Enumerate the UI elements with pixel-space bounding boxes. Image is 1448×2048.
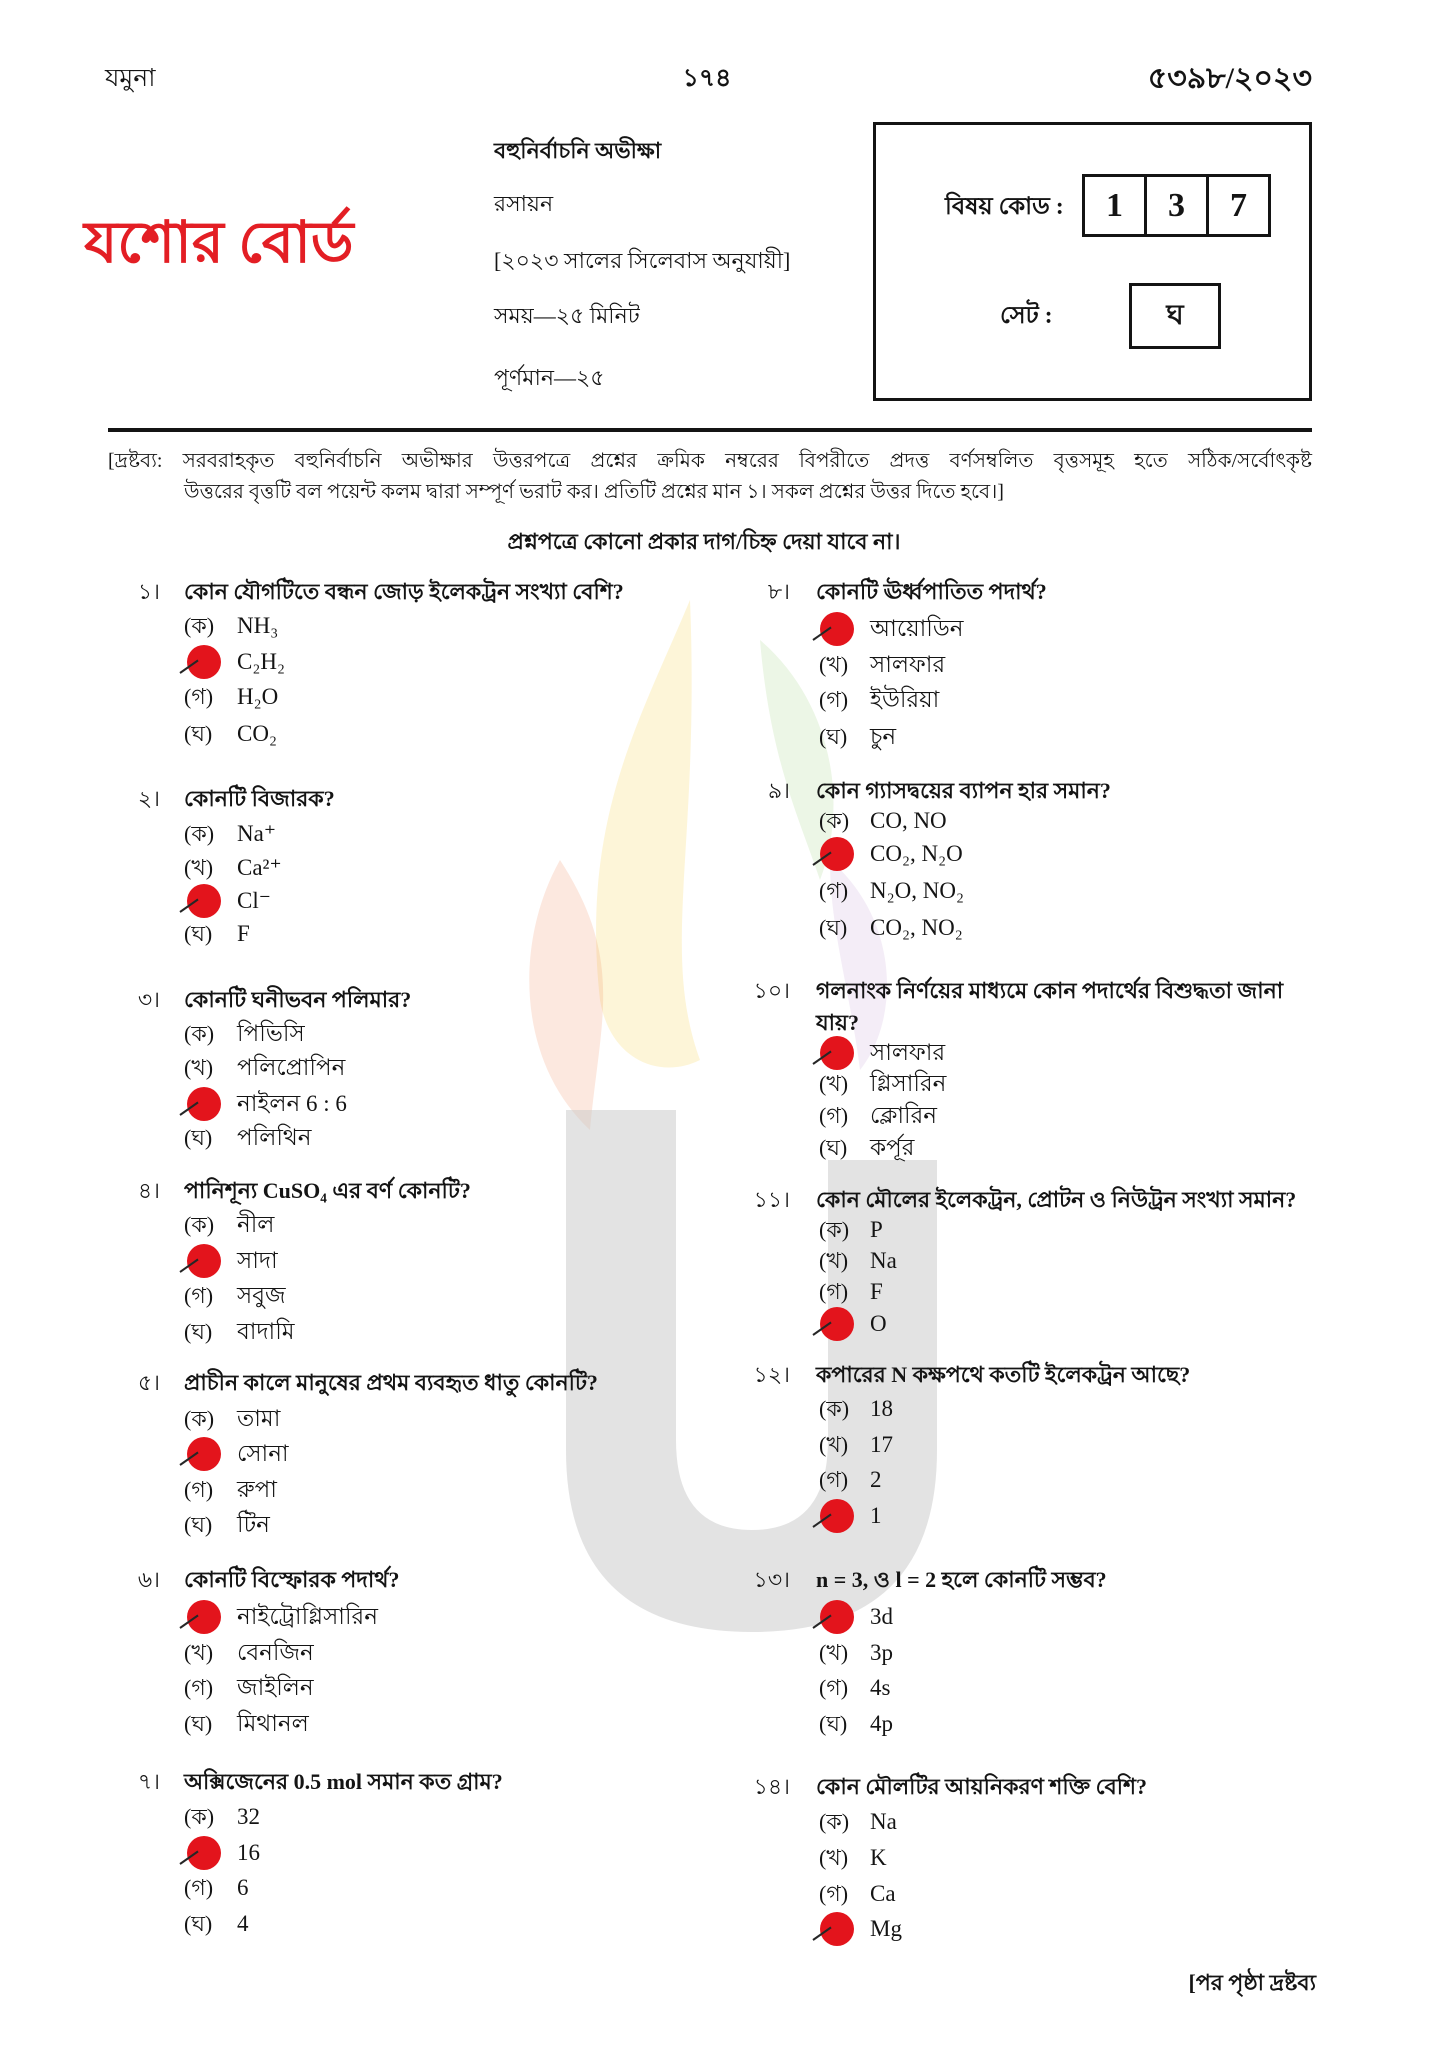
option-text: 4: [237, 1911, 249, 1936]
option-text: CO₂, N₂O: [870, 841, 963, 866]
option-label: (ক): [184, 1804, 215, 1829]
option-label: (খ): [819, 1845, 849, 1870]
question-number: ৮।: [767, 579, 790, 604]
option-text: 4p: [870, 1711, 893, 1736]
option-text: CO₂: [237, 721, 277, 746]
option-text: 17: [870, 1432, 893, 1457]
option-text: H₂O: [237, 684, 279, 709]
option-text: 4s: [870, 1675, 891, 1700]
board-title: যশোর বোর্ড: [84, 210, 354, 275]
question-number: ১১।: [753, 1187, 790, 1212]
question-text: প্রাচীন কালে মানুষের প্রথম ব্যবহৃত ধাতু কোনটি?: [184, 1370, 598, 1395]
page-number: ১৭৪: [682, 65, 732, 92]
option-label: (খ): [819, 1640, 849, 1665]
option-text: সবুজ: [237, 1283, 286, 1308]
option-text: F: [870, 1279, 883, 1304]
option-label: (ঘ): [184, 1512, 213, 1537]
option-label: (ঘ): [184, 1125, 213, 1150]
option-label: (খ): [819, 1432, 849, 1457]
filled-answer-bubble: [187, 1087, 221, 1121]
option-label: (ক): [184, 1406, 215, 1431]
filled-answer-bubble: [820, 1600, 854, 1634]
option-label: (ঘ): [819, 724, 848, 749]
option-text: সালফার: [870, 652, 946, 677]
option-text: 18: [870, 1396, 893, 1421]
option-label: (ঘ): [819, 1135, 848, 1160]
option-label: (গ): [184, 1875, 214, 1900]
question-number: ৫।: [137, 1370, 160, 1395]
option-text: পলিপ্রোপিন: [237, 1055, 346, 1080]
option-text: N₂O, NO₂: [870, 878, 964, 903]
option-text: Ca: [870, 1881, 896, 1906]
option-label: (খ): [184, 1055, 214, 1080]
question-text: কোন মৌলটির আয়নিকরণ শক্তি বেশি?: [816, 1774, 1148, 1799]
option-label: (ক): [184, 821, 215, 846]
option-label: (ক): [184, 1021, 215, 1046]
subject-code-digit: 3: [1144, 177, 1206, 234]
option-text: Ca²⁺: [237, 855, 282, 880]
option-label: (ক): [819, 1809, 850, 1834]
question-text: কোনটি বিজারক?: [184, 786, 335, 811]
option-text: সাদা: [237, 1248, 278, 1273]
option-text: P: [870, 1217, 883, 1242]
option-label: (গ): [184, 684, 214, 709]
question-number: ১৪।: [753, 1774, 790, 1799]
instructions-line-2: উত্তরের বৃত্তটি বল পয়েন্ট কলম দ্বারা সম্পূর্ণ ভরাট কর। প্রতিটি প্রশ্নের মান ১। সকল প্রশ্নের উত্তর দিতে হবে।]: [184, 481, 1004, 503]
question-number: ২।: [137, 786, 160, 811]
option-label: (খ): [819, 1071, 849, 1096]
option-text: বেনজিন: [237, 1640, 314, 1665]
question-number: ৪।: [137, 1178, 160, 1203]
filled-answer-bubble: [187, 645, 221, 679]
option-text: পলিথিন: [237, 1125, 312, 1150]
option-label: (গ): [819, 1467, 849, 1492]
option-text: C₂H₂: [237, 649, 285, 674]
question-number: ৩।: [137, 987, 160, 1012]
set-value: ঘ: [1129, 283, 1221, 349]
filled-answer-bubble: [187, 1836, 221, 1870]
option-text: 3d: [870, 1604, 893, 1629]
option-text: নাইলন 6 : 6: [237, 1091, 347, 1116]
instructions-line-1: [দ্রষ্টব্য: সরবরাহকৃত বহুনির্বাচনি অভীক্ষার উত্তরপত্রে প্রশ্নের ক্রমিক নম্বরের বিপরীতে প্রদত্ত বর্ণসম্বলিত বৃত্তসমূহ হতে সঠিক/সর্বোৎকৃষ্ট: [108, 450, 1312, 472]
subject-code-digit: 1: [1106, 187, 1123, 224]
option-text: Mg: [870, 1916, 902, 1941]
option-text: বাদামি: [237, 1319, 295, 1344]
option-label: (খ): [184, 1640, 214, 1665]
option-text: নীল: [237, 1212, 275, 1237]
option-label: (ক): [819, 1217, 850, 1242]
option-text: Na⁺: [237, 821, 276, 846]
filled-answer-bubble: [820, 1499, 854, 1533]
question-text: পানিশূন্য CuSO₄ এর বর্ণ কোনটি?: [184, 1178, 471, 1203]
option-text: সোনা: [237, 1441, 289, 1466]
option-label: (ক): [184, 1212, 215, 1237]
question-text: কোনটি বিস্ফোরক পদার্থ?: [184, 1567, 400, 1592]
option-label: (ক): [184, 613, 215, 638]
subject-code-digit: 7: [1206, 177, 1268, 234]
option-label: (ঘ): [184, 1711, 213, 1736]
filled-answer-bubble: [187, 1244, 221, 1278]
option-label: (গ): [819, 1881, 849, 1906]
option-text: চুন: [870, 724, 897, 749]
filled-answer-bubble: [820, 612, 854, 646]
question-number: ৭।: [137, 1769, 160, 1794]
question-number: ১০।: [753, 978, 790, 1003]
option-text: CO₂, NO₂: [870, 915, 963, 940]
question-text: কোন যৌগটিতে বন্ধন জোড় ইলেকট্রন সংখ্যা বেশি?: [184, 579, 624, 604]
option-text: 1: [870, 1503, 882, 1528]
option-text: CO, NO: [870, 808, 947, 833]
question-text: কোন মৌলের ইলেকট্রন, প্রোটন ও নিউট্রন সংখ্যা সমান?: [816, 1187, 1297, 1212]
option-text: 3p: [870, 1640, 893, 1665]
option-label: (গ): [184, 1477, 214, 1502]
option-text: মিথানল: [237, 1711, 309, 1736]
option-label: (ঘ): [184, 721, 213, 746]
option-label: (গ): [819, 1675, 849, 1700]
no-marking-warning: প্রশ্নপত্রে কোনো প্রকার দাগ/চিহ্ন দেয়া যাবে না।: [507, 529, 901, 554]
question-text: n = 3, ও l = 2 হলে কোনটি সম্ভব?: [816, 1567, 1107, 1592]
option-label: (গ): [184, 1675, 214, 1700]
option-label: (ক): [819, 1396, 850, 1421]
option-text: K: [870, 1845, 887, 1870]
option-text: জাইলিন: [237, 1675, 314, 1700]
option-label: (গ): [819, 1103, 849, 1128]
question-text: কপারের N কক্ষপথে কতটি ইলেকট্রন আছে?: [816, 1362, 1191, 1387]
option-text: NH₃: [237, 613, 279, 638]
question-number: ৯।: [767, 778, 790, 803]
option-label: (ঘ): [184, 1911, 213, 1936]
set-label: সেট :: [1000, 303, 1053, 329]
question-number: ১।: [137, 579, 160, 604]
option-text: আয়োডিন: [870, 616, 964, 641]
option-text: কর্পূর: [870, 1135, 915, 1160]
filled-answer-bubble: [820, 1307, 854, 1341]
option-text: Cl⁻: [237, 888, 271, 913]
option-label: (গ): [819, 1279, 849, 1304]
option-text: পিভিসি: [237, 1021, 305, 1046]
option-label: (ঘ): [184, 1319, 213, 1344]
option-text: সালফার: [870, 1040, 946, 1065]
option-text: ক্লোরিন: [870, 1103, 937, 1128]
filled-answer-bubble: [187, 1600, 221, 1634]
question-text: অক্সিজেনের 0.5 mol সমান কত গ্রাম?: [184, 1769, 503, 1794]
question-number: ১২।: [753, 1362, 790, 1387]
option-label: (ঘ): [819, 1711, 848, 1736]
next-page-note: [পর পৃষ্ঠা দ্রষ্টব্য: [1188, 1970, 1316, 1995]
option-text: 2: [870, 1467, 882, 1492]
filled-answer-bubble: [820, 1036, 854, 1070]
option-text: 6: [237, 1875, 249, 1900]
exam-time: সময়—২৫ মিনিট: [494, 303, 640, 328]
header-reference-number: ৫৩৯৮/২০২৩: [1147, 62, 1312, 95]
exam-syllabus: [২০২৩ সালের সিলেবাস অনুযায়ী]: [494, 248, 791, 273]
option-text: 32: [237, 1804, 260, 1829]
question-text: গলনাংক নির্ণয়ের মাধ্যমে কোন পদার্থের বিশুদ্ধতা জানা যায়?: [816, 978, 1284, 1035]
exam-subject: রসায়ন: [494, 191, 554, 216]
option-text: তামা: [237, 1406, 281, 1431]
option-label: (খ): [819, 1248, 849, 1273]
option-label: (ক): [819, 808, 850, 833]
subject-code-label: বিষয় কোড :: [945, 194, 1064, 220]
option-text: নাইট্রোগ্লিসারিন: [237, 1604, 378, 1629]
question-text: কোন গ্যাসদ্বয়ের ব্যাপন হার সমান?: [816, 778, 1111, 803]
filled-answer-bubble: [187, 884, 221, 918]
option-text: Na: [870, 1248, 897, 1273]
question-number: ১৩।: [753, 1567, 790, 1592]
question-text: কোনটি ঊর্ধ্বপাতিত পদার্থ?: [816, 579, 1047, 604]
option-label: (ঘ): [184, 921, 213, 946]
exam-type: বহুনির্বাচনি অভীক্ষা: [494, 138, 662, 163]
option-label: (গ): [184, 1283, 214, 1308]
option-label: (ঘ): [819, 915, 848, 940]
exam-full-marks: পূর্ণমান—২৫: [494, 365, 605, 390]
question-text: কোনটি ঘনীভবন পলিমার?: [184, 987, 412, 1012]
question-number: ৬।: [137, 1567, 160, 1592]
option-text: Na: [870, 1809, 897, 1834]
option-text: 16: [237, 1840, 260, 1865]
option-text: O: [870, 1311, 887, 1336]
option-text: টিন: [237, 1512, 270, 1537]
option-text: গ্লিসারিন: [870, 1071, 947, 1096]
option-label: (খ): [819, 652, 849, 677]
option-label: (গ): [819, 878, 849, 903]
option-text: রুপা: [237, 1477, 277, 1502]
filled-answer-bubble: [187, 1437, 221, 1471]
option-label: (গ): [819, 687, 849, 712]
option-label: (খ): [184, 855, 214, 880]
filled-answer-bubble: [820, 1912, 854, 1946]
option-text: ইউরিয়া: [870, 687, 940, 712]
filled-answer-bubble: [820, 837, 854, 871]
header-left-label: যমুনা: [105, 65, 156, 92]
option-text: F: [237, 921, 250, 946]
